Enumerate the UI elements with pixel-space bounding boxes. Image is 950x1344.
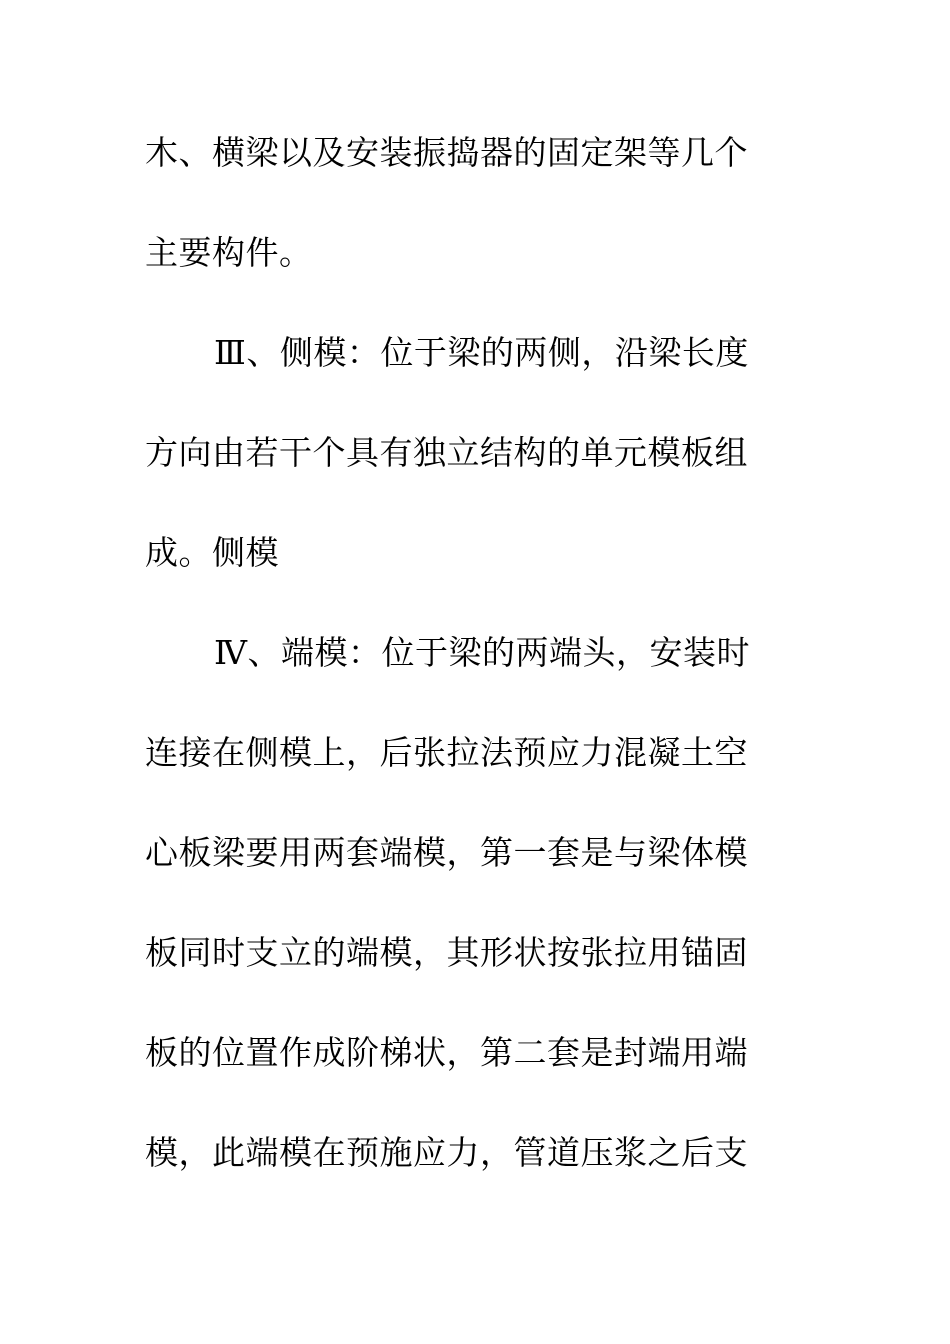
text-line: 成。侧模 bbox=[145, 533, 279, 572]
text-line: 心板梁要用两套端模，第一套是与梁体模 bbox=[145, 833, 748, 872]
paragraph-heading-end-form: Ⅳ、端模：位于梁的两端头，安装时 bbox=[214, 633, 750, 672]
text-line: 方向由若干个具有独立结构的单元模板组 bbox=[145, 433, 748, 472]
text-line: 主要构件。 bbox=[145, 233, 313, 272]
text-line: 木、横梁以及安装振捣器的固定架等几个 bbox=[145, 133, 748, 172]
paragraph-heading-side-form: Ⅲ、侧模：位于梁的两侧，沿梁长度 bbox=[214, 333, 749, 372]
text-line: 板同时支立的端模，其形状按张拉用锚固 bbox=[145, 933, 748, 972]
text-line: 连接在侧模上，后张拉法预应力混凝土空 bbox=[145, 733, 748, 772]
text-line: 板的位置作成阶梯状，第二套是封端用端 bbox=[145, 1033, 748, 1072]
text-line: 模，此端模在预施应力，管道压浆之后支 bbox=[145, 1133, 748, 1172]
